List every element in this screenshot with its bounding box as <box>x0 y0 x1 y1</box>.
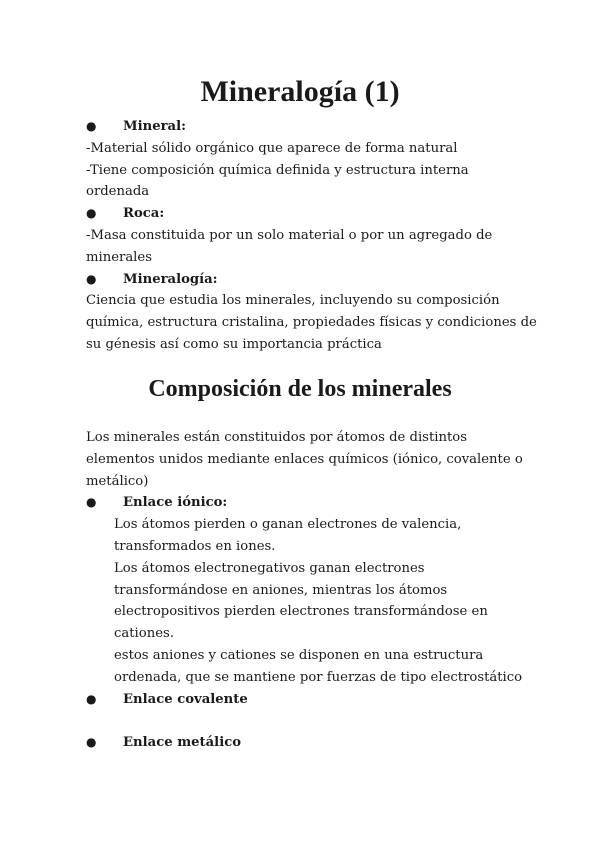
bullet-item-enlace-ionico <box>86 492 526 514</box>
bullet-label-roca: Roca: <box>123 206 165 222</box>
bullet-icon: ● <box>86 735 97 750</box>
bullet-icon: ● <box>86 119 97 133</box>
text-line: Ciencia que estudia los minerales, incluyendo su composición <box>86 293 500 309</box>
text-line: -Tiene composición química definida y estructura interna <box>86 162 469 178</box>
section-heading: Composición de los minerales <box>148 376 452 402</box>
text-line: transformados en iones. <box>114 538 276 554</box>
text-line: elementos unidos mediante enlaces químicos (iónico, covalente o <box>86 451 523 467</box>
bullet-label-mineralogia: Mineralogía: <box>123 271 218 287</box>
bullet-item-enlace-covalente <box>86 689 526 711</box>
bullet-item-mineralogia <box>86 269 526 291</box>
bullet-label-enlace-metalico: Enlace metálico <box>123 735 242 751</box>
blank-line <box>86 710 526 732</box>
bullet-label-enlace-ionico: Enlace iónico: <box>123 495 228 511</box>
text-line: estos aniones y cationes se disponen en una estructura <box>114 647 484 663</box>
composition-section <box>86 427 526 754</box>
text-line: Los minerales están constituidos por átomos de distintos <box>86 430 467 445</box>
text-line: minerales <box>86 249 152 265</box>
text-line: electropositivos pierden electrones transformándose en <box>114 604 488 620</box>
text-line: su génesis así como su importancia práctica <box>86 336 382 352</box>
text-line: -Masa constituida por un solo material o por un agregado de <box>86 227 493 243</box>
text-line: cationes. <box>114 626 174 642</box>
text-line: -Material sólido orgánico que aparece de forma natural <box>86 140 458 156</box>
bullet-icon: ● <box>86 691 97 706</box>
text-line: transformándose en aniones, mientras los átomos <box>114 582 448 598</box>
bullet-item-roca <box>86 203 526 225</box>
definitions-section <box>86 116 537 356</box>
bullet-item-mineral <box>86 116 526 138</box>
text-line: Los átomos electronegativos ganan electrones <box>114 560 425 576</box>
text-line: Los átomos pierden o ganan electrones de valencia, <box>114 517 462 533</box>
bullet-label-enlace-covalente: Enlace covalente <box>123 691 248 707</box>
text-line: química, estructura cristalina, propiedades físicas y condiciones de <box>86 315 537 331</box>
bullet-icon: ● <box>86 206 97 221</box>
bullet-icon: ● <box>86 271 97 286</box>
bullet-label-mineral: Mineral: <box>123 119 186 134</box>
bullet-icon: ● <box>86 495 97 510</box>
text-line: metálico) <box>86 473 149 489</box>
text-line: ordenada, que se mantiene por fuerzas de tipo electrostático <box>114 669 523 685</box>
page-title: Mineralogía (1) <box>200 75 400 108</box>
bullet-item-enlace-metalico <box>86 732 526 754</box>
text-line: ordenada <box>86 184 150 200</box>
